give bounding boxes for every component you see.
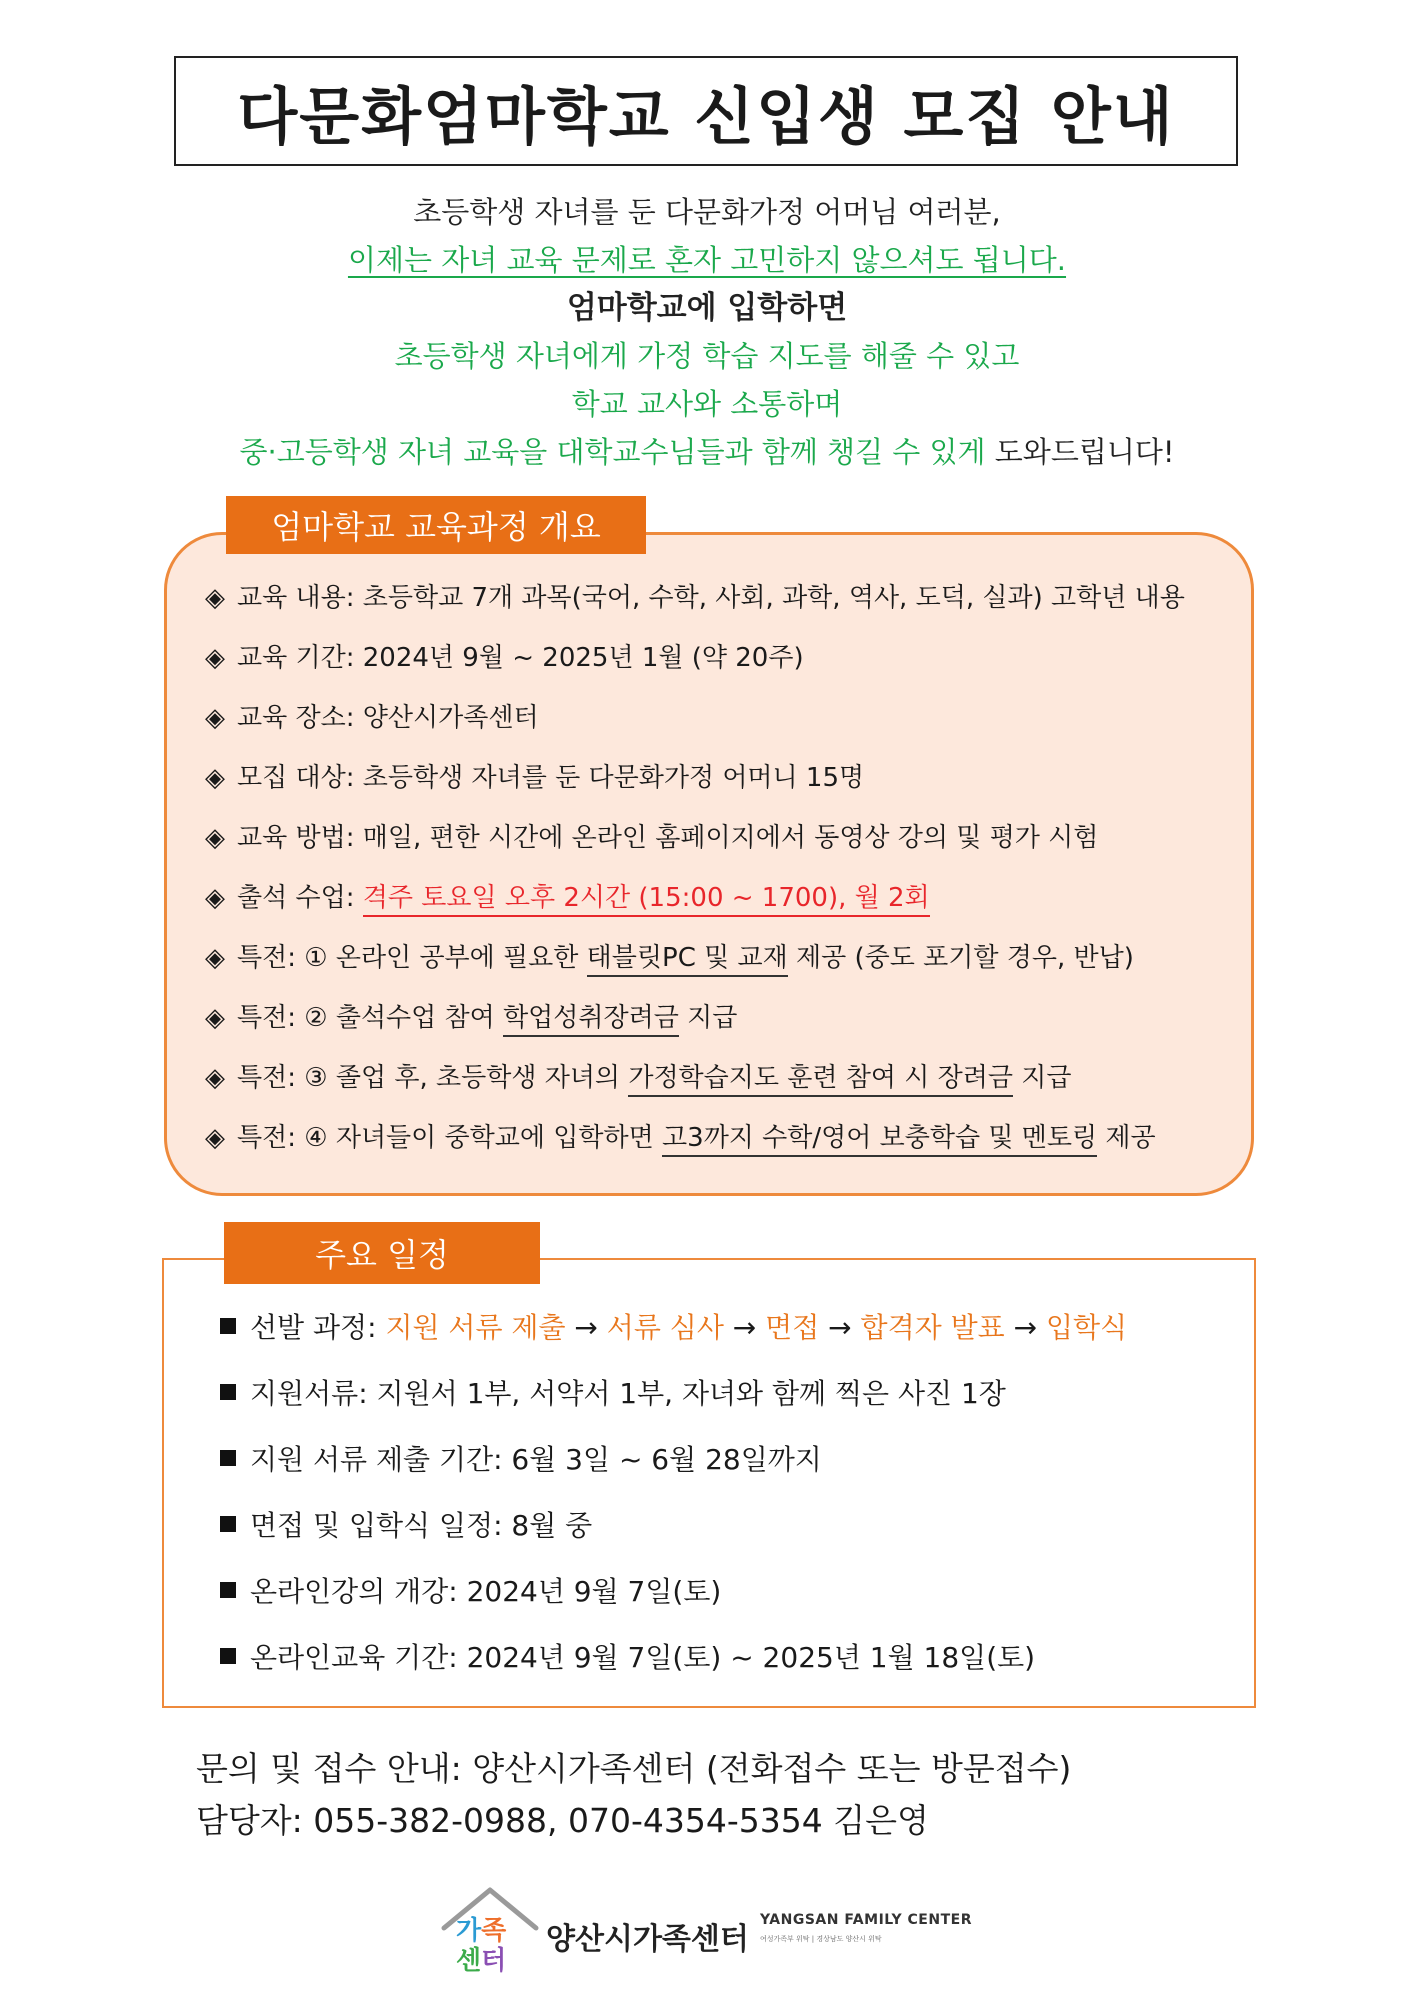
diamond-bullet-icon: ◈ <box>205 1063 225 1093</box>
logo-subtitle: 여성가족부 위탁 | 경상남도 양산시 위탁 <box>760 1935 882 1943</box>
diamond-bullet-icon: ◈ <box>205 1123 225 1153</box>
step: 합격자 발표 <box>860 1311 1005 1344</box>
schedule-item: 온라인교육 기간: 2024년 9월 7일(토) ~ 2025년 1월 18일(토) <box>220 1636 1035 1680</box>
logo-char: 터 <box>481 1946 507 1976</box>
family-center-logo <box>438 1880 558 1990</box>
schedule-heading: 주요 일정 <box>224 1222 540 1284</box>
curriculum-item: ◈ 교육 장소: 양산시가족센터 <box>205 698 539 738</box>
intro-line-6-black: 도와드립니다! <box>985 435 1175 469</box>
intro-line-2-text: 이제는 자녀 교육 문제로 혼자 고민하지 않으셔도 됩니다. <box>347 243 1067 277</box>
schedule-item: 지원서류: 지원서 1부, 서약서 1부, 자녀와 함께 찍은 사진 1장 <box>220 1372 1006 1416</box>
diamond-bullet-icon: ◈ <box>205 643 225 673</box>
benefit-highlight: 태블릿PC 및 교재 <box>587 943 788 977</box>
intro-line-5: 학교 교사와 소통하며 <box>571 387 843 421</box>
square-bullet-icon <box>220 1318 236 1334</box>
curriculum-item: ◈ 교육 방법: 매일, 편한 시간에 온라인 홈페이지에서 동영상 강의 및 평가 시험 <box>205 818 1098 858</box>
logo-char: 센 <box>456 1946 482 1976</box>
square-bullet-icon <box>220 1648 236 1664</box>
schedule-item: 온라인강의 개강: 2024년 9월 7일(토) <box>220 1570 721 1614</box>
contact-info: 문의 및 접수 안내: 양산시가족센터 (전화접수 또는 방문접수) <box>196 1749 1072 1788</box>
diamond-bullet-icon: ◈ <box>205 943 225 973</box>
square-bullet-icon <box>220 1516 236 1532</box>
intro-line-4: 초등학생 자녀에게 가정 학습 지도를 해줄 수 있고 <box>394 339 1020 373</box>
curriculum-benefit: ◈ 특전: ③ 졸업 후, 초등학생 자녀의 가정학습지도 훈련 참여 시 장려금 지급 <box>205 1058 1072 1098</box>
curriculum-benefit: ◈ 특전: ② 출석수업 참여 학업성취장려금 지급 <box>205 998 737 1038</box>
attendance-highlight: 격주 토요일 오후 2시간 (15:00 ~ 1700), 월 2회 <box>363 883 930 917</box>
logo-char: 족 <box>481 1916 507 1946</box>
selection-process: 선발 과정: 지원 서류 제출 → 서류 심사 → 면접 → 합격자 발표 → 입학식 <box>220 1306 1127 1350</box>
logo-english: YANGSAN FAMILY CENTER <box>760 1912 972 1928</box>
curriculum-item: ◈ 교육 내용: 초등학교 7개 과목(국어, 수학, 사회, 과학, 역사, 도덕, 실과) 고학년 내용 <box>205 578 1185 618</box>
diamond-bullet-icon: ◈ <box>205 823 225 853</box>
arrow-icon: → <box>565 1311 607 1344</box>
intro-line-3: 엄마학교에 입학하면 <box>566 290 848 326</box>
intro <box>0 188 1414 476</box>
page-title: 다문화엄마학교 신입생 모집 안내 <box>174 56 1238 166</box>
curriculum-benefit: ◈ 특전: ① 온라인 공부에 필요한 태블릿PC 및 교재 제공 (중도 포기할 경우, 반납) <box>205 938 1134 978</box>
curriculum-benefit: ◈ 특전: ④ 자녀들이 중학교에 입학하면 고3까지 수학/영어 보충학습 및 멘토링 제공 <box>205 1118 1156 1158</box>
square-bullet-icon <box>220 1582 236 1598</box>
intro-line-2 <box>0 236 1414 284</box>
curriculum-heading: 엄마학교 교육과정 개요 <box>226 496 646 554</box>
benefit-highlight: 학업성취장려금 <box>503 1003 679 1037</box>
schedule-item: 면접 및 입학식 일정: 8월 중 <box>220 1504 592 1548</box>
curriculum-item: ◈ 모집 대상: 초등학생 자녀를 둔 다문화가정 어머니 15명 <box>205 758 864 798</box>
schedule-item: 지원 서류 제출 기간: 6월 3일 ~ 6월 28일까지 <box>220 1438 822 1482</box>
diamond-bullet-icon: ◈ <box>205 763 225 793</box>
logo-mark-top <box>456 1916 506 1946</box>
square-bullet-icon <box>220 1450 236 1466</box>
benefit-highlight: 가정학습지도 훈련 참여 시 장려금 <box>628 1063 1013 1097</box>
arrow-icon: → <box>819 1311 861 1344</box>
diamond-bullet-icon: ◈ <box>205 1003 225 1033</box>
contact-person: 담당자: 055-382-0988, 070-4354-5354 김은영 <box>196 1801 929 1840</box>
step: 입학식 <box>1045 1311 1128 1344</box>
diamond-bullet-icon: ◈ <box>205 703 225 733</box>
intro-line-1: 초등학생 자녀를 둔 다문화가정 어머님 여러분, <box>413 195 1001 229</box>
benefit-highlight: 고3까지 수학/영어 보충학습 및 멘토링 <box>662 1123 1097 1157</box>
square-bullet-icon <box>220 1384 236 1400</box>
step: 면접 <box>765 1311 820 1344</box>
diamond-bullet-icon: ◈ <box>205 883 225 913</box>
arrow-icon: → <box>1004 1311 1046 1344</box>
intro-line-6 <box>0 428 1414 476</box>
intro-line-6-green: 중·고등학생 자녀 교육을 대학교수님들과 함께 챙길 수 있게 <box>239 435 986 469</box>
logo-char: 가 <box>456 1916 482 1946</box>
diamond-bullet-icon: ◈ <box>205 583 225 613</box>
arrow-icon: → <box>723 1311 766 1344</box>
step: 지원 서류 제출 <box>385 1311 566 1344</box>
curriculum-item: ◈ 교육 기간: 2024년 9월 ~ 2025년 1월 (약 20주) <box>205 638 804 678</box>
logo-name: 양산시가족센터 <box>546 1922 749 1957</box>
step: 서류 심사 <box>606 1311 724 1344</box>
logo-mark-bottom <box>456 1946 506 1976</box>
curriculum-item-attendance: ◈ 출석 수업: 격주 토요일 오후 2시간 (15:00 ~ 1700), 월 2회 <box>205 878 930 918</box>
